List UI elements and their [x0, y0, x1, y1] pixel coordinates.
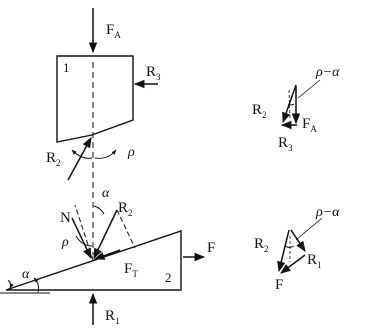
angle-arc-rho-lower — [76, 236, 92, 246]
force-r2-lower-arrow — [94, 210, 117, 258]
force-n-arrow — [72, 218, 91, 258]
tri1-r2-label: $R_2$ — [252, 102, 267, 120]
alpha-base-label: α — [22, 267, 30, 282]
angle-arc-upper-right — [95, 150, 116, 158]
rho-lower-label: ρ — [62, 235, 69, 250]
force-r1-label: $R_1$ — [105, 308, 120, 326]
force-ft-label: $F_T$ — [124, 261, 138, 279]
rho-upper-label: ρ — [128, 145, 135, 160]
force-r2-lower-label: $R_2$ — [118, 200, 133, 218]
tri2-f-label: F — [275, 277, 284, 293]
force-r2-upper-label: $R_2$ — [46, 150, 61, 168]
wedge-2-number: 2 — [165, 270, 172, 285]
force-f-label: F — [207, 240, 216, 256]
tri1-fa-label: $F_A$ — [302, 116, 317, 134]
force-fa-label: $F_A$ — [106, 22, 121, 40]
tri2-r1-label: $R_1$ — [307, 252, 322, 270]
angle-arc-base-lower — [8, 280, 11, 288]
force-r3-label: $R_3$ — [146, 64, 161, 82]
force-n-label: N — [60, 210, 71, 226]
alpha-mid-label: α — [102, 186, 110, 201]
tri1-angle-label: ρ−α — [316, 65, 340, 80]
angle-arc-alpha-mid — [94, 206, 104, 214]
force-r2-upper-arrow — [68, 138, 91, 180]
tri2-r2-label: $R_2$ — [254, 236, 269, 254]
wedge-2 — [6, 231, 181, 290]
tri2-angle-label: ρ−α — [316, 205, 340, 220]
force-ft-arrow — [95, 250, 120, 259]
normal-line — [75, 205, 93, 260]
force-triangle-1 — [282, 80, 320, 125]
block-1-number: 1 — [63, 60, 70, 75]
tri1-r3-label: $R_3$ — [278, 135, 293, 153]
